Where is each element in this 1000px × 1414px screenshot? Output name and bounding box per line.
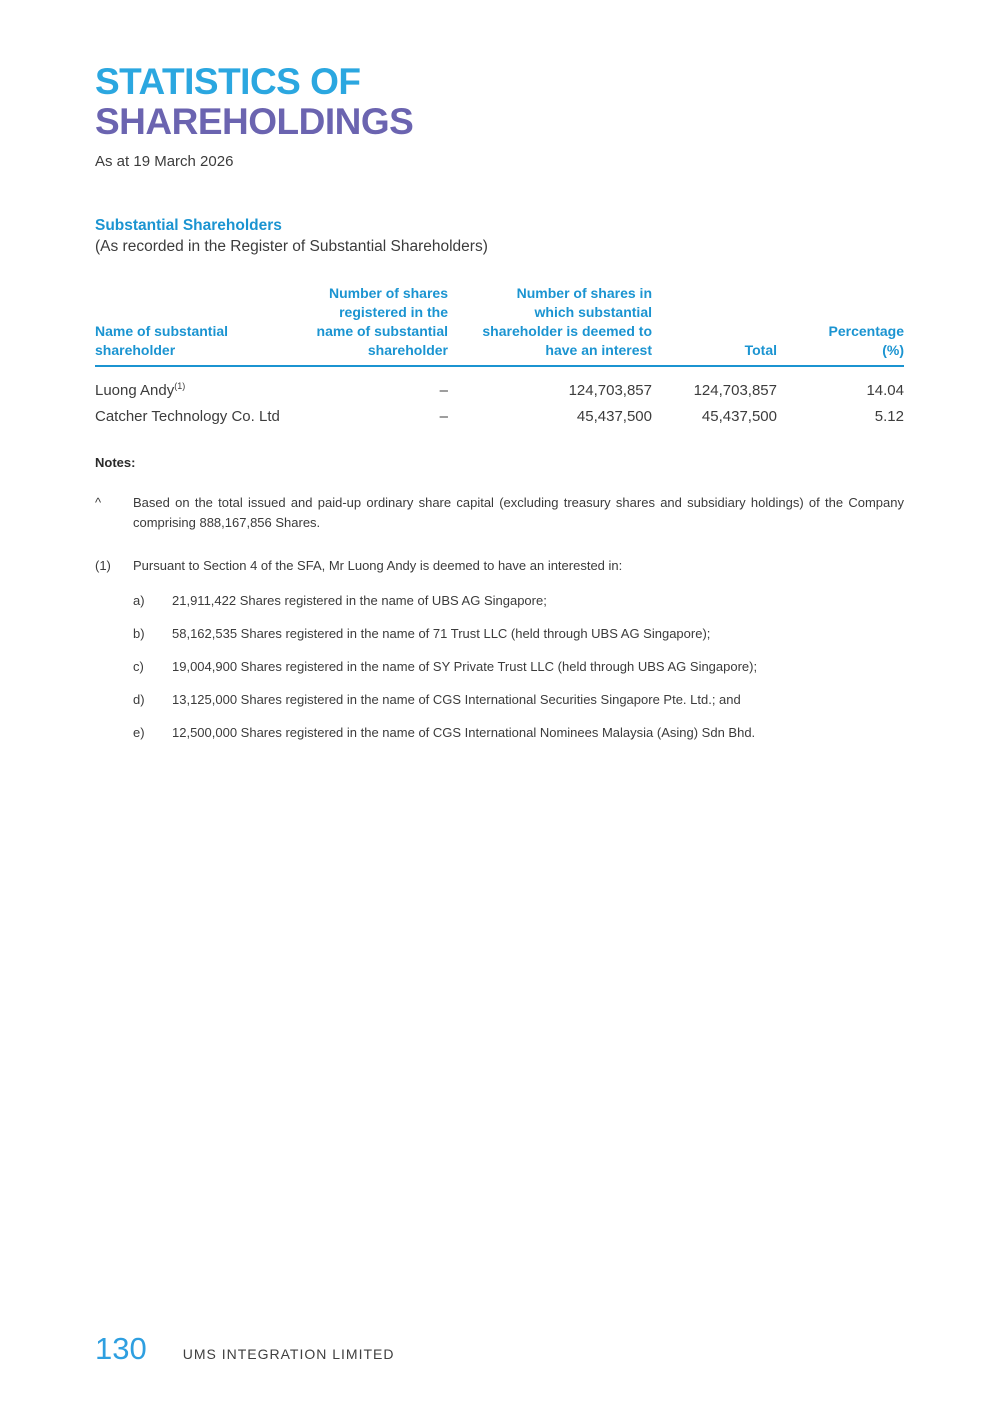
header-line: shareholder bbox=[367, 342, 448, 358]
company-name: UMS INTEGRATION LIMITED bbox=[182, 1346, 395, 1362]
cell-registered-shares: – bbox=[439, 382, 448, 399]
header-line: registered in the bbox=[339, 304, 448, 320]
col-header-deemed-interest bbox=[448, 284, 652, 366]
header-line: Name of substantial bbox=[95, 323, 229, 339]
col-header-registered-shares bbox=[285, 284, 448, 366]
table-row bbox=[95, 366, 904, 399]
col-header-name bbox=[95, 284, 285, 366]
page-footer bbox=[95, 1331, 394, 1367]
cell-total: 124,703,857 bbox=[693, 382, 777, 399]
shareholder-name: Luong Andy bbox=[95, 382, 175, 399]
subnote-text: 19,004,900 Shares registered in the name of SY Private Trust LLC (held through UBS AG Singapore); bbox=[172, 659, 758, 674]
section-subheading: (As recorded in the Register of Substantial Shareholders) bbox=[95, 238, 488, 255]
cell-deemed-interest: 124,703,857 bbox=[568, 382, 652, 399]
header-line: Number of shares in bbox=[516, 285, 652, 301]
col-header-total bbox=[652, 284, 777, 366]
header-line: shareholder is deemed to bbox=[482, 323, 652, 339]
cell-deemed-interest: 45,437,500 bbox=[576, 408, 652, 425]
page-title-line1: STATISTICS OF bbox=[95, 61, 361, 102]
cell-registered-shares: – bbox=[439, 408, 448, 425]
col-header-percentage bbox=[777, 284, 904, 366]
note-marker: (1) bbox=[95, 558, 111, 573]
section-heading: Substantial Shareholders bbox=[95, 217, 282, 234]
note-marker: ^ bbox=[95, 495, 102, 510]
note-item-1 bbox=[95, 556, 904, 576]
table-row bbox=[95, 399, 904, 425]
as-at-date: As at 19 March 2026 bbox=[95, 153, 234, 170]
header-line: name of substantial bbox=[316, 323, 448, 339]
footnote-reference: (1) bbox=[174, 381, 186, 391]
note-subitem-a bbox=[133, 591, 904, 611]
subnote-marker: e) bbox=[133, 725, 145, 740]
cell-total: 45,437,500 bbox=[701, 408, 777, 425]
page-title bbox=[95, 62, 904, 142]
subnote-text: 21,911,422 Shares registered in the name of UBS AG Singapore; bbox=[172, 593, 547, 608]
page-number: 130 bbox=[95, 1331, 147, 1366]
table-header bbox=[95, 284, 904, 366]
subnote-text: 13,125,000 Shares registered in the name of CGS International Securities Singapore Pte. Ltd.; and bbox=[172, 692, 741, 707]
notes-heading: Notes: bbox=[95, 455, 136, 470]
subnote-marker: c) bbox=[133, 659, 144, 674]
header-line: Total bbox=[744, 342, 777, 358]
header-line: Number of shares bbox=[328, 285, 448, 301]
cell-percentage: 5.12 bbox=[874, 408, 904, 425]
cell-percentage: 14.04 bbox=[866, 382, 904, 399]
subnote-marker: d) bbox=[133, 692, 145, 707]
note-text: Pursuant to Section 4 of the SFA, Mr Luong Andy is deemed to have an interested in: bbox=[133, 558, 623, 573]
header-line: (%) bbox=[882, 342, 904, 358]
note-subitem-d bbox=[133, 690, 904, 710]
subnote-text: 58,162,535 Shares registered in the name of 71 Trust LLC (held through UBS AG Singapore); bbox=[172, 626, 711, 641]
subnote-marker: a) bbox=[133, 593, 145, 608]
note-text: Based on the total issued and paid-up ordinary share capital (excluding treasury shares and subsidiary holdings) of the Company comprising 888,167,856 Shares. bbox=[133, 495, 904, 530]
note-subitem-c bbox=[133, 657, 904, 677]
header-line: Percentage bbox=[828, 323, 904, 339]
page-title-line2: SHAREHOLDINGS bbox=[95, 101, 414, 142]
cell-shareholder-name bbox=[95, 399, 285, 425]
header-line: have an interest bbox=[545, 342, 652, 358]
header-line: shareholder bbox=[95, 342, 176, 358]
header-line: which substantial bbox=[534, 304, 652, 320]
shareholder-name: Catcher Technology Co. Ltd bbox=[95, 408, 280, 425]
note-subitem-b bbox=[133, 624, 904, 644]
note-item-caret bbox=[95, 493, 904, 533]
subnote-marker: b) bbox=[133, 626, 145, 641]
subnote-text: 12,500,000 Shares registered in the name of CGS International Nominees Malaysia (Asing) Sdn Bhd. bbox=[172, 725, 756, 740]
note-subitem-e bbox=[133, 723, 904, 743]
note-subitems bbox=[133, 591, 904, 743]
substantial-shareholders-table bbox=[95, 284, 904, 425]
cell-shareholder-name bbox=[95, 366, 285, 399]
notes-section bbox=[95, 455, 904, 743]
